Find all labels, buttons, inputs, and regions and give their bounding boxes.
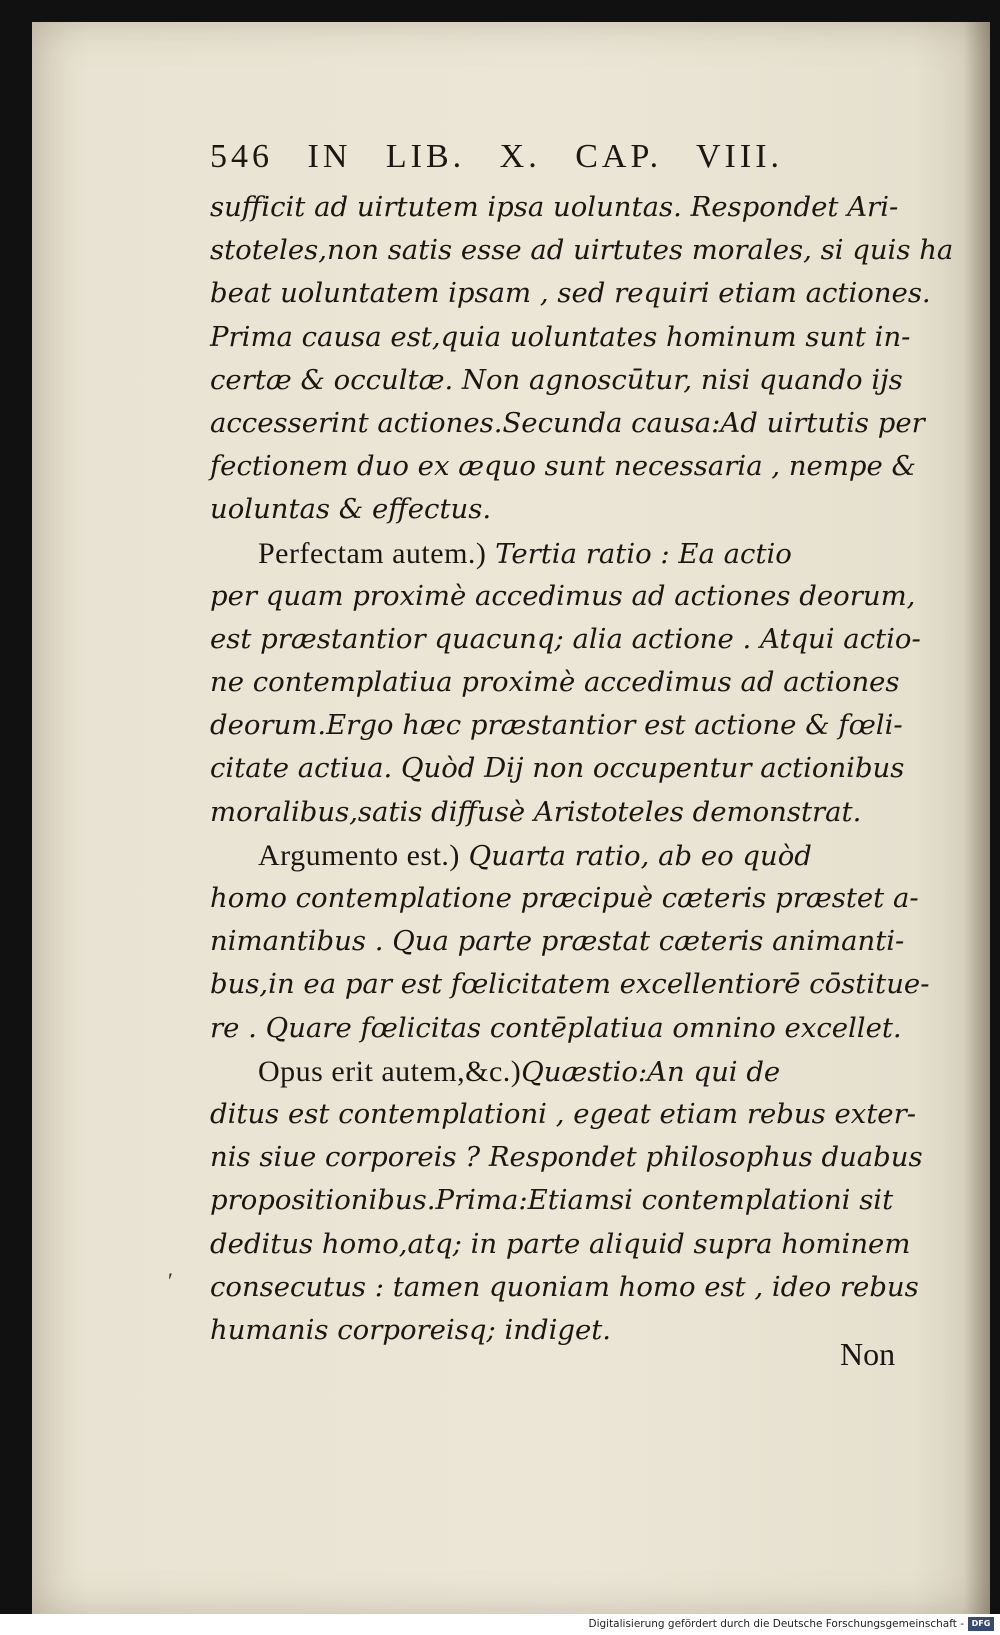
text-line [210, 963, 930, 1006]
text-line [210, 1179, 894, 1222]
line-text: bus,in ea par est fœlicitatem excellentiorē cōstitue- [210, 968, 930, 1001]
line-text: uoluntas & effectus. [210, 493, 492, 526]
line-text: nis siue corporeis ? Respondet philosophus duabus [210, 1141, 923, 1174]
page-number: 546 [210, 138, 273, 175]
digitization-footer [0, 1614, 1000, 1635]
line-text: homo contemplatione præcipuè cæteris præstet a- [210, 882, 919, 914]
line-text: deorum.Ergo hæc præstantior est actione & fœli- [210, 709, 903, 742]
text-line [210, 704, 903, 747]
line-text: citate actiua. Quòd Dij non occupentur actionibus [210, 752, 905, 785]
line-text: humanis corporeisq; indiget. [210, 1313, 612, 1346]
running-title-chapter: VIII. [696, 138, 784, 175]
lemma: Perfectam autem.) [258, 536, 487, 570]
text-line [210, 359, 903, 402]
text-line [210, 1266, 919, 1309]
page-gutter-shadow [964, 22, 990, 1614]
text-line [210, 920, 905, 963]
line-text: re . Quare fœlicitas contēplatiua omnino excellet. [210, 1011, 902, 1044]
running-title-book: X. [499, 138, 541, 175]
line-text: Tertia ratio : Ea actio [486, 537, 792, 570]
text-line [210, 532, 870, 575]
body-text [210, 186, 954, 1352]
line-text: consecutus : tamen quoniam homo est , ideo rebus [210, 1270, 919, 1303]
line-text: ne contemplatiua proximè accedimus ad actiones [210, 666, 900, 699]
text-line [210, 877, 919, 920]
line-text: Prima causa est,quia uoluntates hominum sunt in- [210, 320, 911, 353]
running-header [210, 138, 850, 176]
text-line [210, 1093, 917, 1136]
line-text: propositionibus.Prima:Etiamsi contemplationi sit [210, 1184, 894, 1217]
text-line [210, 747, 905, 790]
line-text: per quam proximè accedimus ad actiones deorum, [210, 579, 916, 612]
funding-credit: Digitalisierung gefördert durch die Deutsche Forschungsgemeinschaft - [588, 1618, 964, 1630]
line-text: certæ & occultæ. Non agnoscūtur, nisi quando ijs [210, 363, 903, 396]
text-line [210, 316, 911, 359]
text-line [210, 445, 916, 488]
text-line [210, 834, 870, 877]
lemma: Argumento est.) [258, 838, 460, 872]
text-line [210, 402, 925, 445]
line-text: Quarta ratio, ab eo quòd [459, 839, 812, 872]
line-text: stoteles,non satis esse ad uirtutes morales, si quis ha [210, 234, 954, 267]
running-title-lib: LIB. [385, 138, 466, 175]
text-line [210, 661, 900, 704]
text-line [210, 575, 916, 618]
line-text: deditus homo,atq; in parte aliquid supra hominem [210, 1227, 911, 1260]
line-text: nimantibus . Qua parte præstat cæteris animanti- [210, 925, 905, 958]
line-text: sufficit ad uirtutem ipsa uoluntas. Respondet Ari- [210, 191, 899, 223]
line-text: fectionem duo ex æquo sunt necessaria , nempe & [210, 450, 916, 483]
ink-mark: ′ [168, 1268, 173, 1293]
text-line [210, 618, 921, 661]
line-text: est præstantior quacunq; alia actione . Atqui actio- [210, 622, 921, 655]
line-text: accesserint actiones.Secunda causa:Ad uirtutis per [210, 406, 925, 439]
running-title-cap: CAP. [575, 138, 663, 175]
text-line [210, 1136, 923, 1179]
text-line [210, 1309, 870, 1352]
text-line [210, 1223, 911, 1266]
text-line [210, 272, 931, 315]
text-line [210, 488, 870, 531]
text-line [210, 229, 954, 272]
lemma: Opus erit autem,&c.) [258, 1054, 522, 1088]
running-title-in: IN [307, 138, 352, 175]
text-line [210, 186, 899, 229]
catchword: Non [840, 1336, 896, 1372]
text-line [210, 791, 870, 834]
text-line [210, 1050, 870, 1093]
text-line [210, 1007, 902, 1050]
line-text: ditus est contemplationi , egeat etiam rebus exter- [210, 1097, 917, 1130]
dfg-logo: DFG [968, 1617, 994, 1631]
line-text: Quæstio:An qui de [521, 1055, 781, 1088]
line-text: beat uoluntatem ipsam , sed requiri etiam actiones. [210, 277, 931, 310]
line-text: moralibus,satis diffusè Aristoteles demonstrat. [210, 795, 862, 828]
